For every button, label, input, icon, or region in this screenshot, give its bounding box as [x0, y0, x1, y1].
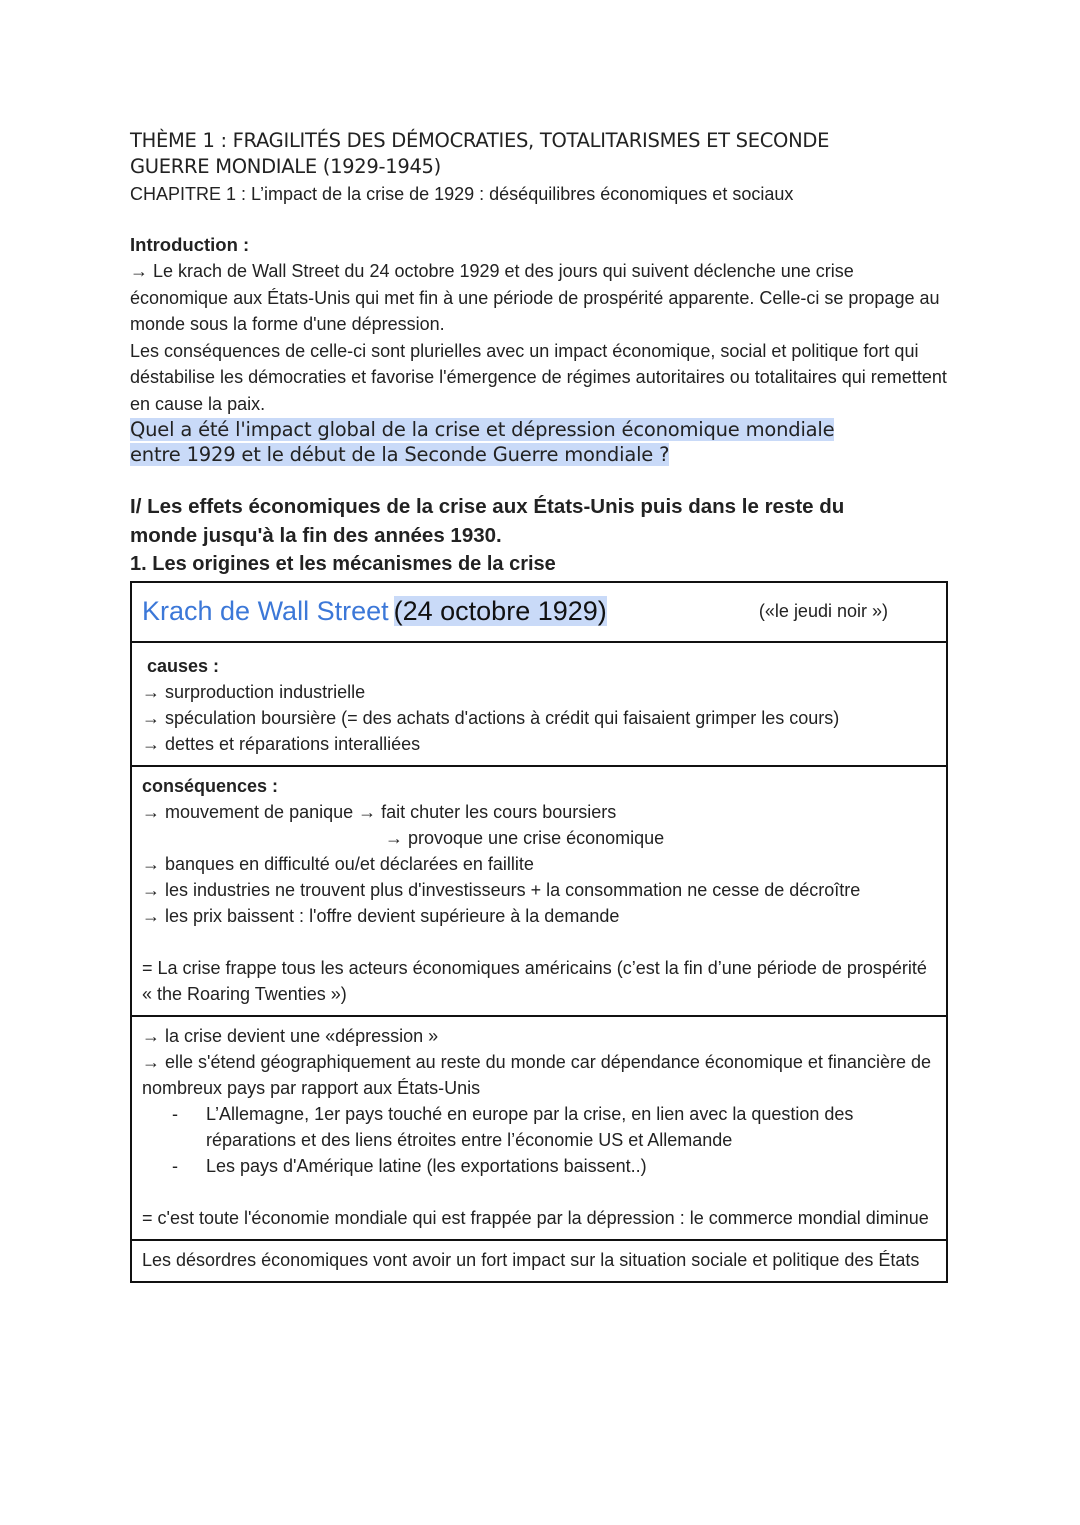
black-thursday-note: («le jeudi noir ») [758, 601, 888, 621]
consequence-item: → provoque une crise économique [385, 828, 665, 848]
section-1-heading [130, 492, 950, 550]
cause-item: → spéculation boursière (= des achats d'actions à crédit qui faisaient grimper les cours) [142, 708, 840, 728]
spacer [142, 929, 936, 955]
krach-summary-table [130, 581, 948, 1283]
consequences-summary: = La crise frappe tous les acteurs économiques américains (c’est la fin d’une période de prospérité « the Roaring Twenties ») [142, 958, 927, 1004]
section-1-heading-line-2: monde jusqu'à la fin des années 1930. [130, 524, 502, 547]
dash-marker: - [172, 1104, 178, 1124]
consequences-label: conséquences : [142, 776, 279, 796]
bullet-item [142, 1153, 936, 1179]
theme-title [130, 128, 950, 180]
consequence-item: → les industries ne trouvent plus d'investisseurs + la consommation ne cesse de décroître [142, 880, 861, 900]
depression-item: → la crise devient une «dépression » [142, 1026, 439, 1046]
introduction-paragraph-1: → Le krach de Wall Street du 24 octobre 1929 et des jours qui suivent déclenche une crise économique aux États-Unis qui met fin à une période de prospérité apparente. Celle-ci se propage au monde sous la forme d'une dépression. [130, 261, 940, 334]
krach-title: Krach de Wall Street [142, 596, 389, 626]
spacer [142, 1179, 936, 1205]
depression-cell [131, 1016, 947, 1240]
conclusion-cell [131, 1240, 947, 1282]
depression-summary: = c'est toute l'économie mondiale qui est frappée par la dépression : le commerce mondial diminue [142, 1208, 929, 1228]
dash-marker: - [172, 1156, 178, 1176]
cause-item: → surproduction industrielle [142, 682, 366, 702]
subsection-1-heading: 1. Les origines et les mécanismes de la crise [130, 553, 556, 575]
problem-question-line-1: Quel a été l'impact global de la crise et dépression économique mondiale [130, 418, 835, 441]
theme-title-line-1: THÈME 1 : FRAGILITÉS DES DÉMOCRATIES, TOTALITARISMES ET SECONDE [130, 129, 830, 152]
bullet-item [142, 1101, 936, 1153]
theme-title-line-2: GUERRE MONDIALE (1929-1945) [130, 155, 441, 178]
causes-label: causes : [147, 656, 220, 676]
depression-item: → elle s'étend géographiquement au reste du monde car dépendance économique et financière de nombreux pays par rapport aux États-Unis [142, 1052, 931, 1098]
conclusion-text: Les désordres économiques vont avoir un fort impact sur la situation sociale et politique des États [142, 1250, 920, 1270]
causes-cell [131, 642, 947, 766]
bullet-text: L’Allemagne, 1er pays touché en europe par la crise, en lien avec la question des réparations et des liens étroites entre l’économie US et Allemande [206, 1104, 854, 1150]
consequence-item: → mouvement de panique → fait chuter les cours boursiers [142, 802, 617, 822]
problem-question-line-2: entre 1929 et le début de la Seconde Guerre mondiale ? [130, 443, 670, 466]
consequences-cell [131, 766, 947, 1016]
problem-question [130, 417, 950, 467]
introduction-heading: Introduction : [130, 234, 250, 255]
introduction-paragraph-2: Les conséquences de celle-ci sont plurielles avec un impact économique, social et politique fort qui déstabilise les démocraties et favorise l'émergence de régimes autoritaires ou totalitaires qui remettent en cause la paix. [130, 340, 947, 414]
krach-date: (24 octobre 1929) [393, 596, 607, 626]
consequence-item: → banques en difficulté ou/et déclarées en faillite [142, 854, 534, 874]
section-1-heading-line-1: I/ Les effets économiques de la crise aux États-Unis puis dans le reste du [130, 495, 845, 518]
chapter-title: CHAPITRE 1 : L’impact de la crise de 1929 : déséquilibres économiques et sociaux [130, 184, 794, 204]
document-content [130, 128, 950, 1283]
consequence-item: → les prix baissent : l'offre devient supérieure à la demande [142, 906, 620, 926]
bullet-text: Les pays d'Amérique latine (les exportations baissent..) [206, 1156, 647, 1176]
cause-item: → dettes et réparations interalliées [142, 734, 421, 754]
table-header-cell [131, 582, 947, 642]
